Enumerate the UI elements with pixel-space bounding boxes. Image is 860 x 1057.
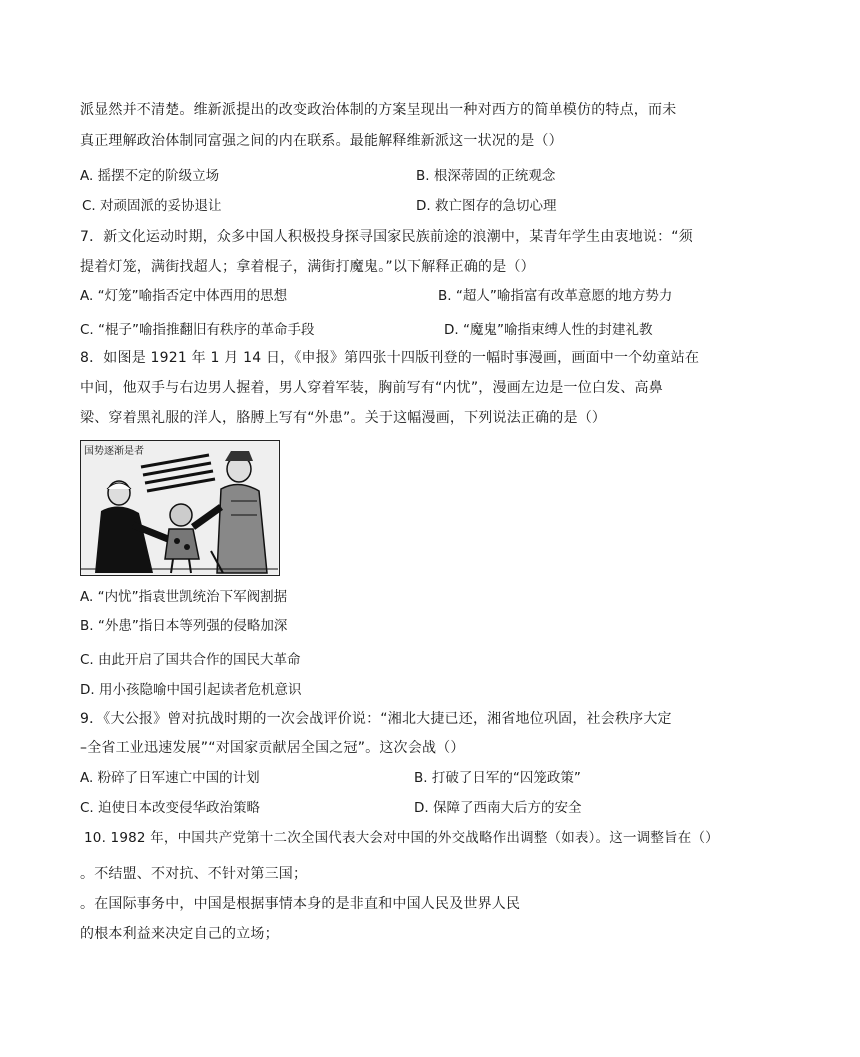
political-cartoon	[80, 440, 280, 576]
q8-stem-1: 8．如图是 1921 年 1 月 14 日，《申报》第四张十四版刊登的一幅时事漫画，画面中一个幼童站在	[80, 350, 700, 366]
q6-option-b: B. 根深蒂固的正统观念	[416, 168, 556, 184]
q7-stem-1: 7．新文化运动时期，众多中国人积极投身探寻国家民族前途的浪潮中，某青年学生由衷地说：“须	[80, 229, 693, 245]
q6-option-a: A. 摇摆不定的阶级立场	[80, 168, 220, 184]
q8-stem-2: 中间，他双手与右边男人握着，男人穿着军装，胸前写有“内忧”，漫画左边是一位白发、高鼻	[80, 380, 663, 396]
intro-line-1: 派显然并不清楚。维新派提出的改变政治体制的方案呈现出一种对西方的简单模仿的特点，而未	[80, 102, 677, 118]
q9-option-d: D. 保障了西南大后方的安全	[414, 800, 582, 816]
q9-stem-2: –全省工业迅速发展”“对国家贡献居全国之冠”。这次会战（）	[80, 740, 465, 756]
cartoon-caption: 国势逐渐是者	[84, 446, 144, 457]
q8-option-b: B. “外患”指日本等列强的侵略加深	[80, 618, 288, 634]
q8-option-c: C. 由此开启了国共合作的国民大革命	[80, 652, 301, 668]
q10-stem: 10. 1982 年，中国共产党第十二次全国代表大会对中国的外交战略作出调整（如表）。这一调整旨在（）	[84, 830, 719, 846]
q7-stem-2: 提着灯笼，满街找超人；拿着棍子，满街打魔鬼。”以下解释正确的是（）	[80, 259, 535, 275]
q8-option-a: A. “内忧”指袁世凯统治下军阀割据	[80, 589, 288, 605]
q8-option-d: D. 用小孩隐喻中国引起读者危机意识	[80, 682, 302, 698]
q8-stem-3: 梁、穿着黑礼服的洋人，胳膊上写有“外患”。关于这幅漫画，下列说法正确的是（）	[80, 410, 607, 426]
q10-table-line-1: 。不结盟、不对抗、不针对第三国；	[80, 866, 308, 882]
q9-stem-1: 9．《大公报》曾对抗战时期的一次会战评价说：“湘北大捷已还，湘省地位巩固，社会秩序大定	[80, 711, 672, 727]
q9-option-c: C. 迫使日本改变侵华政治策略	[80, 800, 261, 816]
q10-table-line-3: 的根本利益来决定自己的立场；	[80, 926, 279, 942]
q9-option-b: B. 打破了日军的“囚笼政策”	[414, 770, 581, 786]
q6-option-c: C. 对顽固派的妥协退让	[82, 198, 222, 214]
q7-option-d: D. “魔鬼”喻指束缚人性的封建礼教	[444, 322, 653, 338]
q7-option-b: B. “超人”喻指富有改革意愿的地方势力	[438, 288, 673, 304]
q7-option-c: C. “棍子”喻指推翻旧有秩序的革命手段	[80, 322, 315, 338]
q7-option-a: A. “灯笼”喻指否定中体西用的思想	[80, 288, 288, 304]
q9-option-a: A. 粉碎了日军速亡中国的计划	[80, 770, 260, 786]
intro-line-2: 真正理解政治体制同富强之间的内在联系。最能解释维新派这一状况的是（）	[80, 133, 563, 149]
q10-table-line-2: 。在国际事务中，中国是根据事情本身的是非直和中国人民及世界人民	[80, 896, 521, 912]
q6-option-d: D. 救亡图存的急切心理	[416, 198, 557, 214]
